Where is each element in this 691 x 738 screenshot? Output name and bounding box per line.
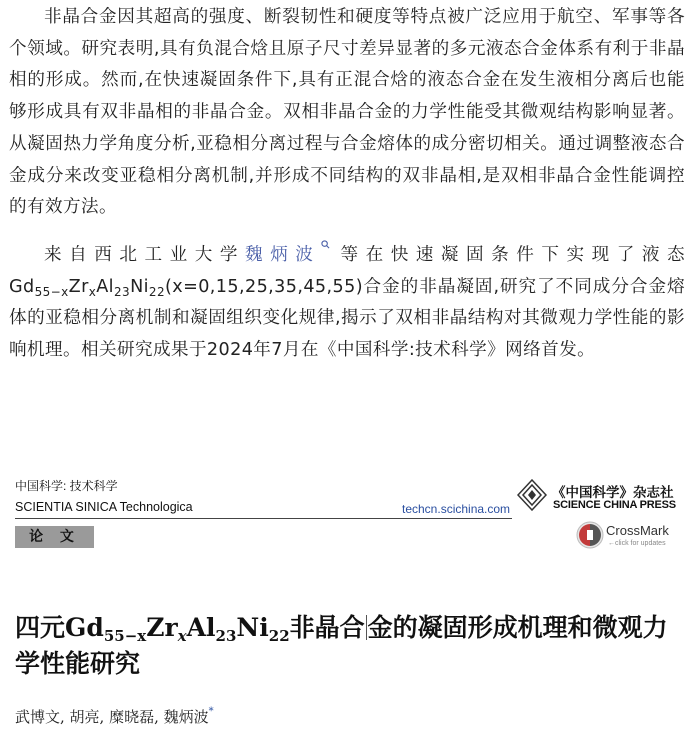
press-name-en: SCIENCE CHINA PRESS (553, 499, 676, 511)
author-name-link[interactable]: 魏炳波 (244, 245, 321, 265)
header-divider (15, 518, 512, 519)
intro-paragraph: 非晶合金因其超高的强度、断裂韧性和硬度等特点被广泛应用于航空、军事等各个领域。研究表明,具有负混合焓且原子尺寸差异显著的多元液态合金体系有利于非晶相的形成。然而,在快速凝固条件下,具有正混合焓的液态合金在发生液相分离后也能够形成具有双非晶相的非晶合金。双相非晶合金的力学性能受其微观结构影响显著。从凝固热力学角度分析,亚稳相分离过程与合金熔体的成分密切相关。通过调整液态合金成分来改变亚稳相分离机制,并形成不同结构的双非晶相,是双相非晶合金性能调控的有效方法。 (9, 7, 685, 218)
author-list: 武博文, 胡亮, 糜晓磊, 魏炳波* (15, 706, 214, 726)
science-china-press-logo (517, 479, 547, 511)
search-icon[interactable] (321, 240, 330, 249)
paragraph-lead: 来自西北工业大学 (44, 245, 245, 265)
paragraph-rest: 合金的非晶凝固,研究了不同成分合金熔体的亚稳相分离机制和凝固组织变化规律,揭示了双相非晶结构对其微观力学性能的影响机理。相关研究成果于2024年7月在《中国科学:技术科学》网络首发。 (9, 276, 685, 361)
article-type-badge: 论 文 (15, 526, 94, 548)
press-name-cn: 《中国科学》杂志社 (552, 485, 674, 501)
research-paragraph (9, 240, 685, 367)
paragraph-mid: 等在快速凝固条件下实现了液态 (333, 245, 686, 265)
text-cursor (366, 615, 367, 640)
crossmark-sublabel: ←click for updates (608, 540, 666, 547)
alloy-formula: $Gd_{55-x}Zr_xAl_{23}Ni_{22}$ (9, 276, 165, 299)
journal-url[interactable]: techcn.scichina.com (402, 502, 511, 516)
article-title: 四元$Gd_{55-x}Zr_xAl_{23}Ni_{22}$非晶合 金的凝固形成机理和微观力学性能研究 (15, 613, 668, 678)
journal-name-cn: 中国科学: 技术科学 (15, 479, 118, 493)
composition-values: (x=0,15,25,35,45,55) (165, 276, 363, 297)
corresponding-author-mark[interactable]: * (208, 706, 214, 717)
crossmark-icon[interactable] (576, 521, 604, 549)
crossmark-label[interactable]: CrossMark (606, 523, 669, 538)
journal-name-en: SCIENTIA SINICA Technologica (15, 500, 193, 514)
